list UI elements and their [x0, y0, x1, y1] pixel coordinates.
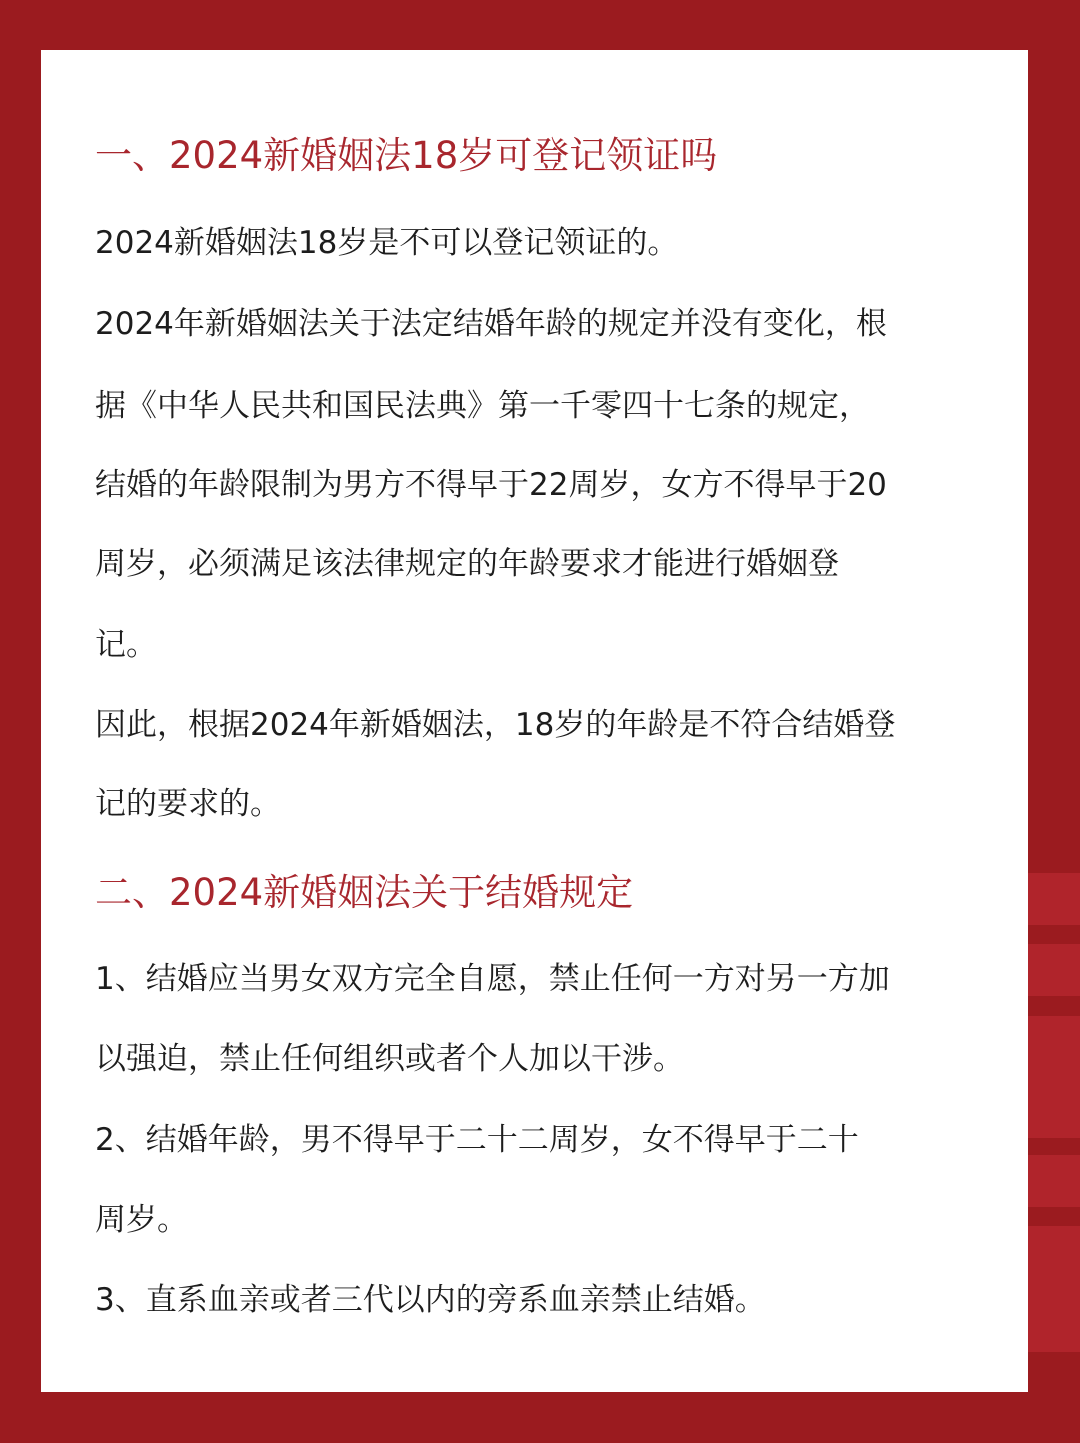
paragraph-line: 周岁，必须满足该法律规定的年龄要求才能进行婚姻登 — [95, 546, 839, 582]
decorative-stripe — [1020, 944, 1080, 996]
paragraph-line: 据《中华人民共和国民法典》第一千零四十七条的规定， — [95, 388, 870, 424]
list-item-line: 1、结婚应当男女双方完全自愿，禁止任何一方对另一方加 — [95, 961, 890, 997]
list-item-line: 以强迫，禁止任何组织或者个人加以干涉。 — [95, 1041, 684, 1077]
list-item-line: 周岁。 — [95, 1202, 188, 1238]
decorative-stripe — [1020, 873, 1080, 925]
paragraph-line: 记。 — [95, 627, 157, 663]
list-item-line: 2、结婚年龄，男不得早于二十二周岁，女不得早于二十 — [95, 1122, 859, 1158]
paragraph-line: 2024年新婚姻法关于法定结婚年龄的规定并没有变化，根 — [95, 306, 887, 342]
decorative-stripe — [1020, 1226, 1080, 1352]
list-item-line: 3、直系血亲或者三代以内的旁系血亲禁止结婚。 — [95, 1282, 766, 1318]
paragraph-line: 因此，根据2024年新婚姻法，18岁的年龄是不符合结婚登 — [95, 707, 896, 743]
decorative-stripe — [1020, 1155, 1080, 1207]
section-heading-2: 二、2024新婚姻法关于结婚规定 — [95, 871, 634, 914]
paragraph-line: 2024新婚姻法18岁是不可以登记领证的。 — [95, 225, 679, 261]
paragraph-line: 记的要求的。 — [95, 786, 281, 822]
decorative-stripe — [1020, 1016, 1080, 1138]
content-card — [41, 50, 1028, 1392]
paragraph-line: 结婚的年龄限制为男方不得早于22周岁，女方不得早于20 — [95, 467, 887, 503]
section-heading-1: 一、2024新婚姻法18岁可登记领证吗 — [95, 134, 718, 177]
